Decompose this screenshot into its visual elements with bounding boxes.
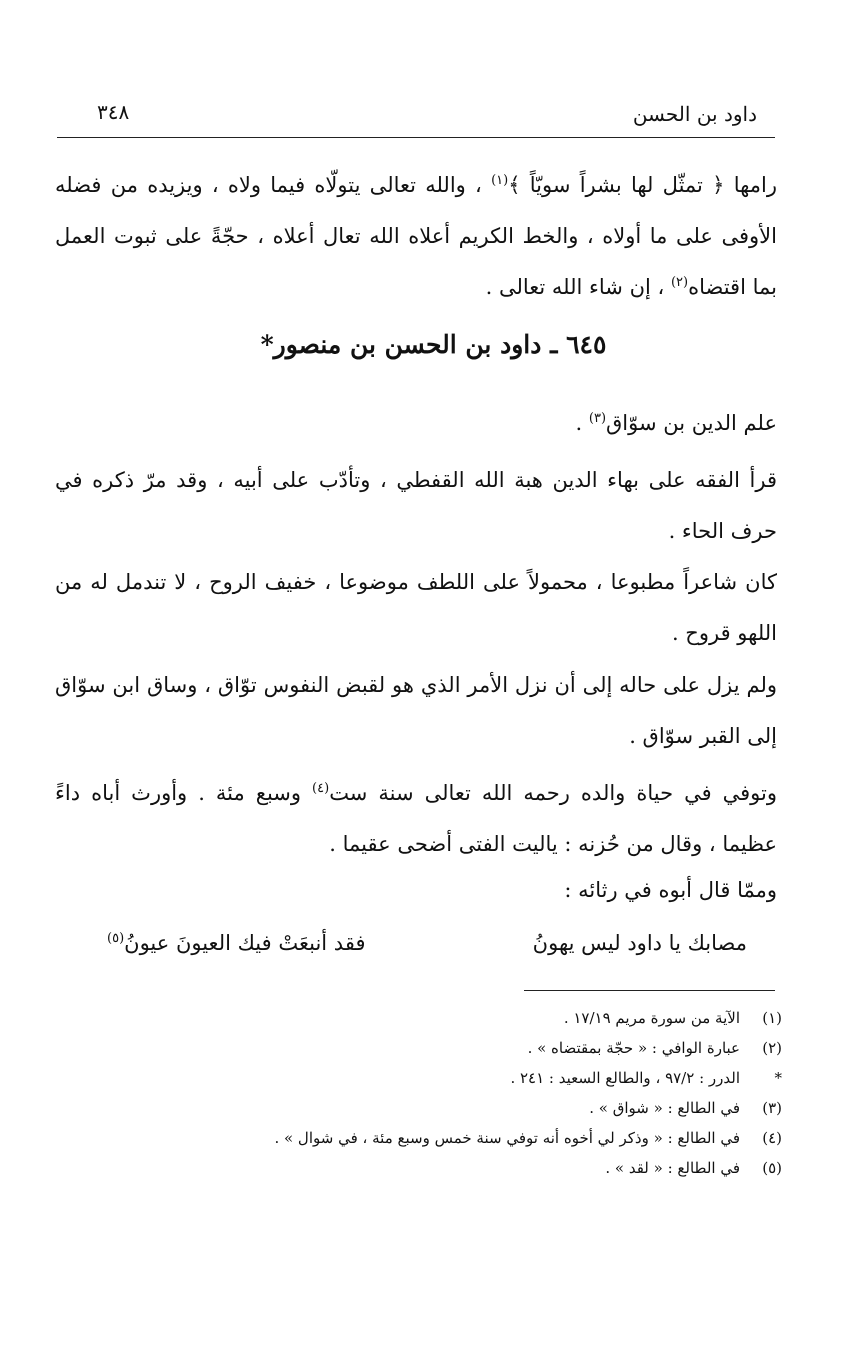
footnote-item: [182, 1123, 782, 1153]
paragraph-name: [55, 398, 777, 449]
footnote-number: (١): [762, 1009, 782, 1027]
paragraph-name-text: علم الدين بن سوّاق: [606, 411, 777, 435]
header-divider: [57, 137, 775, 138]
footnote-text: الآية من سورة مريم ١٧/١٩ .: [563, 1009, 740, 1027]
footnote-number: (٣): [762, 1099, 782, 1117]
running-header-title: داود بن الحسن: [632, 102, 757, 126]
intro-paragraph: [55, 160, 777, 313]
footnote-item: [182, 1153, 782, 1183]
intro-text-2: ، والله تعالى يتولّاه فيما ولاه ، ويزيده من فضله الأوفى على ما أولاه ، والخط الكريم أعلاه الله تعال أعلاه ، حجّةً على ثبوت العمل بما اقتضاه: [55, 173, 777, 299]
footnote-number: *: [774, 1069, 782, 1087]
paragraph-father-end: وسبع مئة . وأورث أباه داءً عظيما ، وقال من حُزنه : ياليت الفتى أضحى عقيما .: [55, 781, 777, 856]
intro-text-1: رامها ﴿ تمثّل لها بشراً سويّاً ﴾: [508, 173, 777, 197]
paragraph-death: ولم يزل على حاله إلى أن نزل الأمر الذي هو لقبض النفوس توّاق ، وساق ابن سوّاق إلى القبر سوّاق .: [55, 673, 777, 748]
footnote-text: في الطالع : « شواق » .: [589, 1099, 740, 1117]
footnote-number: (٤): [762, 1129, 782, 1147]
footnote-text: في الطالع : « وذكر لي أخوه أنه توفي سنة خمس وسبع مئة ، في شوال » .: [274, 1129, 740, 1147]
paragraph-study: قرأ الفقه على بهاء الدين هبة الله القفطي ، وتأدّب على أبيه ، وقد مرّ ذكره في حرف الحاء .: [55, 468, 777, 543]
footnote-item: [182, 1093, 782, 1123]
paragraph-name-end: .: [575, 411, 589, 435]
entry-heading: ٦٤٥ ـ داود بن الحسن بن منصور*: [260, 330, 607, 359]
paragraph-father: [55, 768, 777, 870]
paragraph-character: كان شاعراً مطبوعا ، محمولاً على اللطف موضوعا ، خفيف الروح ، لا تندمل له من اللهو قروح .: [55, 570, 777, 645]
footnote-ref-2: (٢): [670, 275, 689, 290]
verse-second-hemistich: [107, 918, 365, 969]
footnote-ref-4: (٤): [312, 781, 330, 796]
footnote-item: [182, 1063, 782, 1093]
footnote-number: (٥): [762, 1159, 782, 1177]
footnote-number: (٢): [762, 1039, 782, 1057]
paragraph-father-text: وتوفي في حياة والده رحمه الله تعالى سنة ست: [329, 781, 777, 805]
poem-verse: [107, 918, 747, 969]
footnote-divider: [524, 990, 775, 991]
footnote-item: [182, 1033, 782, 1063]
page-number: ٣٤٨: [97, 100, 130, 124]
footnote-text: الدرر : ٩٧/٢ ، والطالع السعيد : ٢٤١ .: [510, 1069, 740, 1087]
paragraph-elegy-intro: وممّا قال أبوه في رثائه :: [564, 878, 777, 902]
intro-text-3: ، إن شاء الله تعالى .: [485, 275, 671, 299]
footnote-ref-3: (٣): [588, 411, 607, 426]
footnote-item: [182, 1003, 782, 1033]
verse-first-hemistich: مصابك يا داود ليس يهونُ: [532, 931, 747, 955]
footnote-ref-5: (٥): [107, 931, 125, 946]
verse-second-text: فقد أنبعَتْ فيك العيونَ عيونُ: [124, 931, 366, 955]
footnote-ref-1: (١): [491, 173, 509, 188]
footnote-text: في الطالع : « لقد » .: [605, 1159, 740, 1177]
footnotes-list: [182, 1003, 782, 1183]
footnote-text: عبارة الوافي : « حجّة بمقتضاه » .: [527, 1039, 740, 1057]
